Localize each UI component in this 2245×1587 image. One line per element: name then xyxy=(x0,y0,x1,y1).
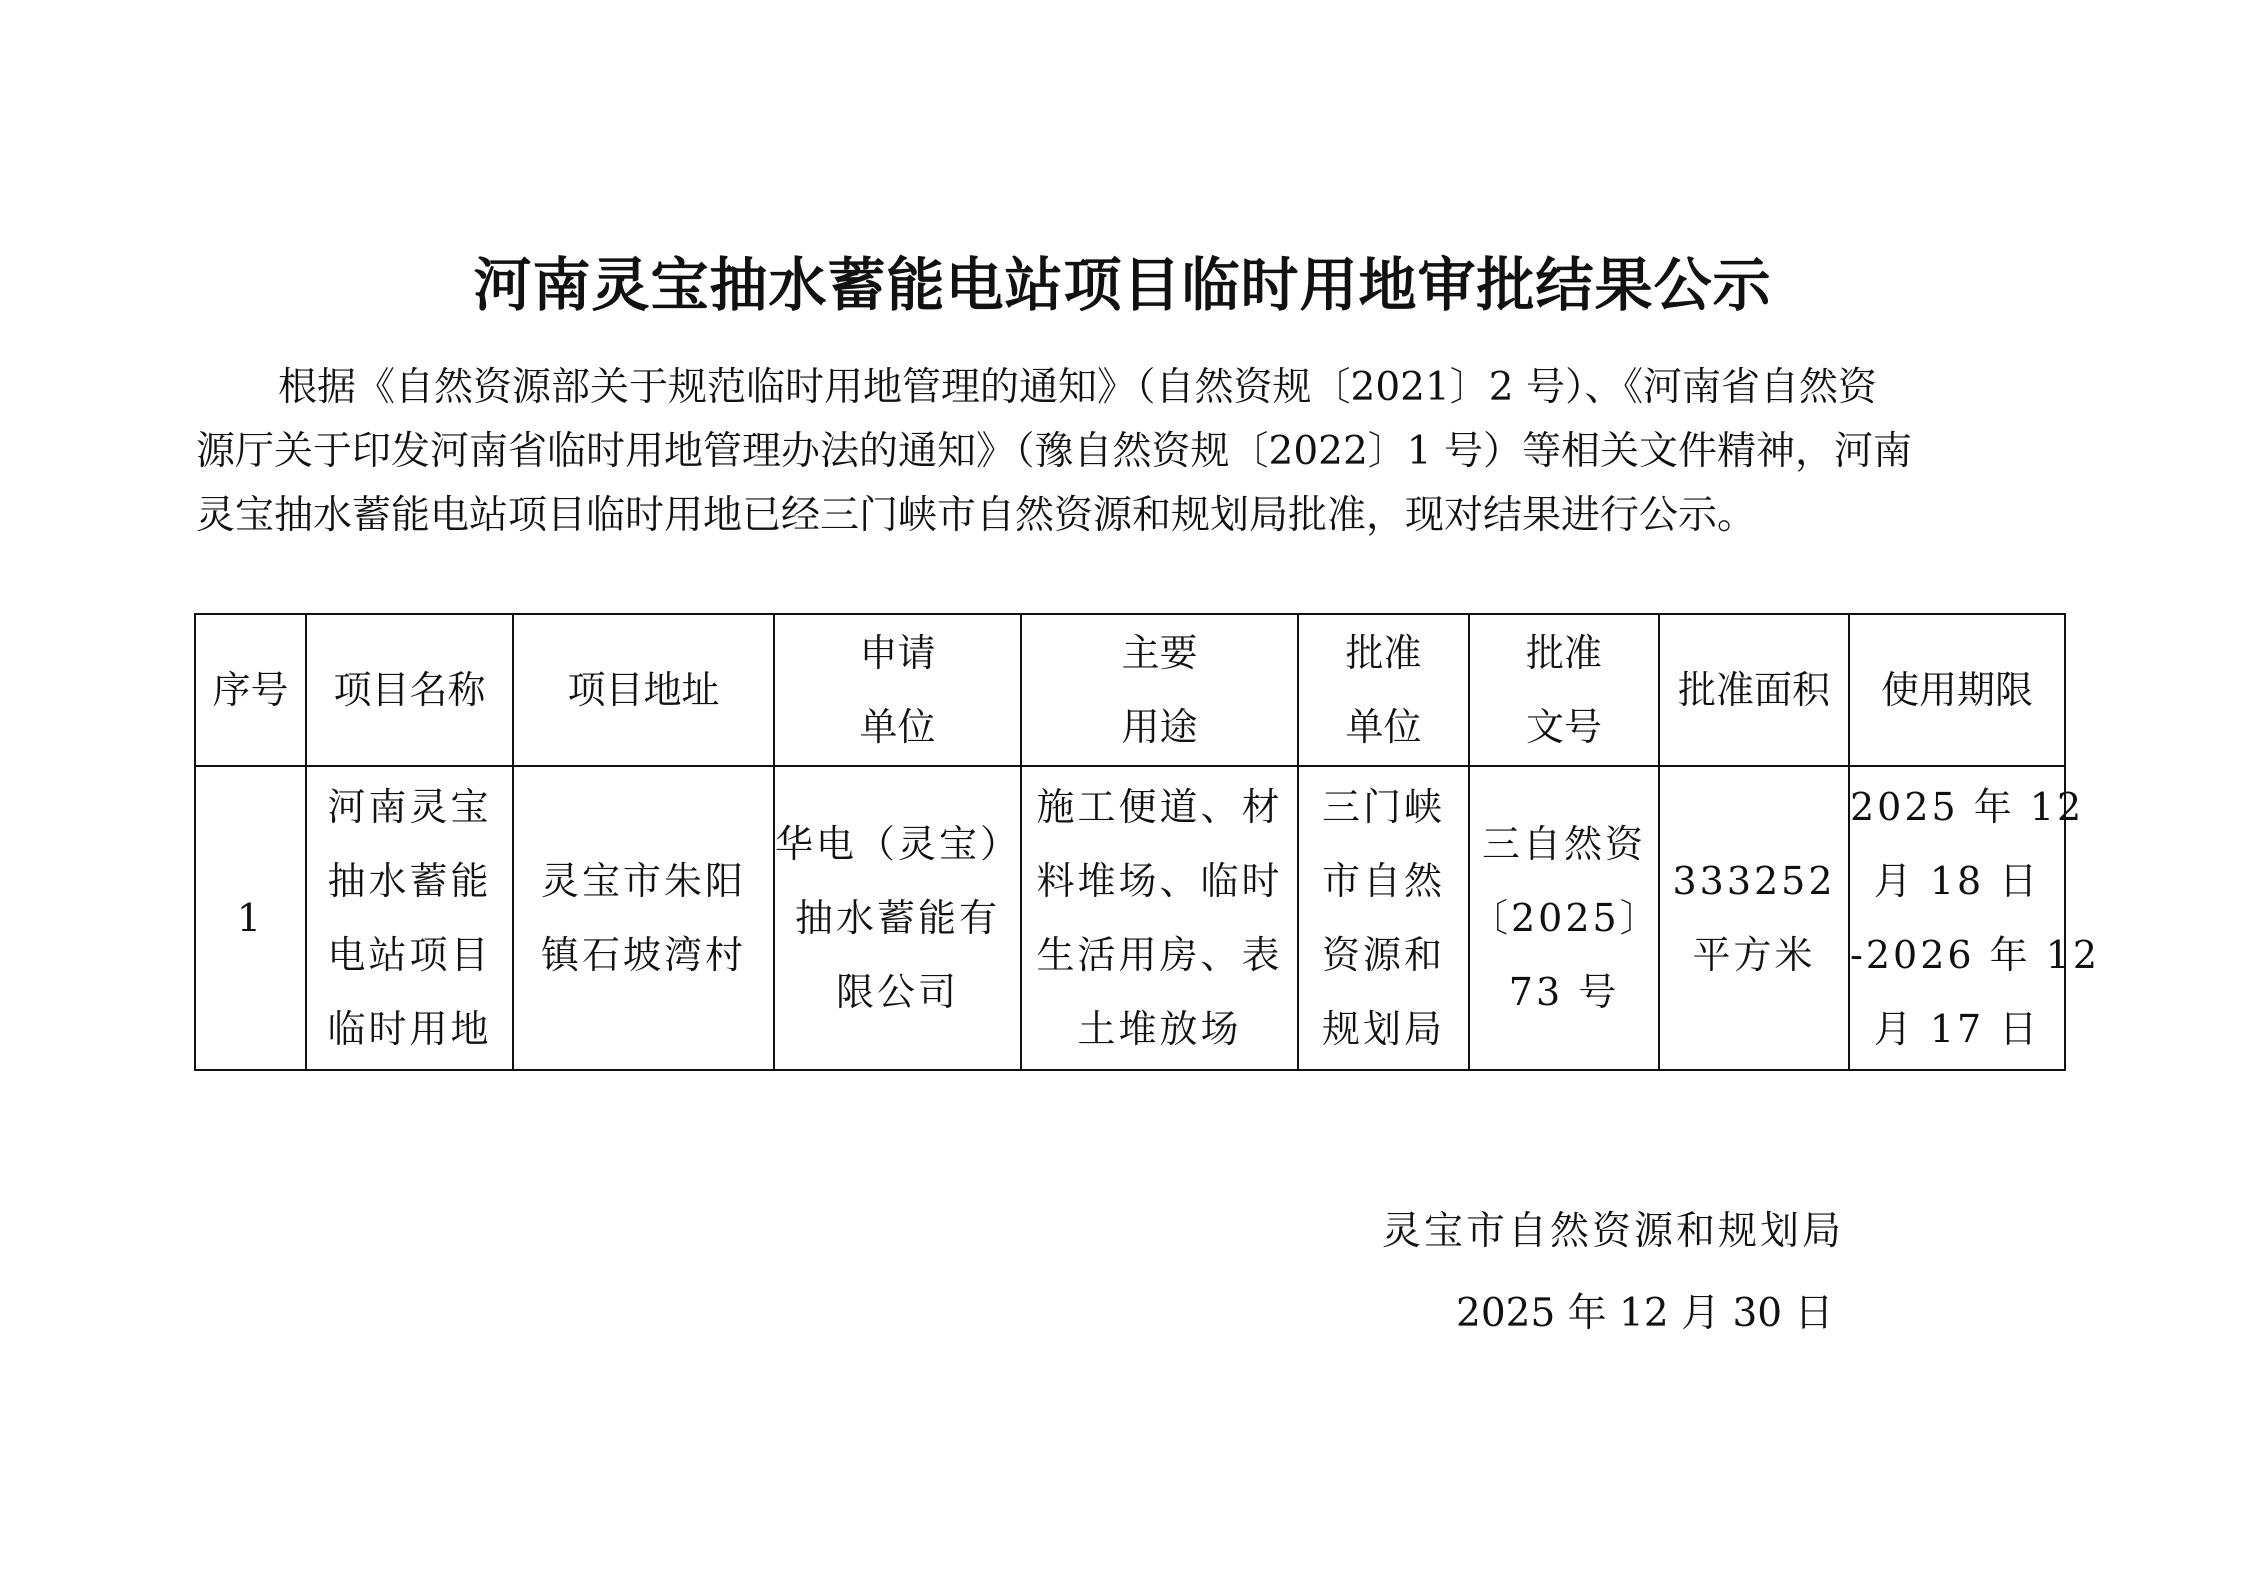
table-header-cell xyxy=(1659,614,1849,766)
header-cell-line: 项目地址 xyxy=(567,668,720,712)
table-header-cell xyxy=(306,614,513,766)
table-cell xyxy=(195,766,306,1070)
table-cell xyxy=(1849,766,2101,1070)
cell-line: 抽水蓄能 xyxy=(327,859,492,903)
table-header-cell xyxy=(1298,614,1469,766)
approval-table xyxy=(194,613,2101,1071)
body-paragraph xyxy=(196,356,2056,548)
cell-line: 〔2025〕 xyxy=(1470,896,1661,940)
table-header-row xyxy=(195,614,2065,766)
cell-line: 平方米 xyxy=(1692,933,1816,977)
header-cell-line: 文号 xyxy=(1525,705,1602,749)
cell-line: 333252 xyxy=(1672,859,1836,903)
cell-line: 三门峡 xyxy=(1321,785,1445,829)
signing-organization: 灵宝市自然资源和规划局 xyxy=(1382,1209,1845,1254)
cell-line: 月 17 日 xyxy=(1873,1007,2041,1051)
header-cell-line: 用途 xyxy=(1121,705,1198,749)
cell-line: 料堆场、临时 xyxy=(1036,859,1283,903)
paragraph-line: 源厅关于印发河南省临时用地管理办法的通知》（豫自然资规〔2022〕1 号）等相关文件精神，河南 xyxy=(196,429,1912,474)
cell-line: 规划局 xyxy=(1321,1007,1445,1051)
header-cell-line: 主要 xyxy=(1121,631,1198,675)
header-cell-line: 单位 xyxy=(1345,705,1422,749)
cell-line: 灵宝市朱阳 xyxy=(540,859,746,903)
cell-line: 施工便道、材 xyxy=(1036,785,1283,829)
header-cell-line: 批准 xyxy=(1345,631,1422,675)
header-cell-line: 申请 xyxy=(859,631,936,675)
cell-line: 河南灵宝 xyxy=(327,785,492,829)
header-cell-line: 序号 xyxy=(212,668,289,712)
cell-line: 资源和 xyxy=(1321,933,1445,977)
document-title: 河南灵宝抽水蓄能电站项目临时用地审批结果公示 xyxy=(473,251,1772,319)
header-cell-line: 项目名称 xyxy=(333,668,486,712)
cell-line: -2026 年 12 xyxy=(1850,933,2101,977)
cell-line: 生活用房、表 xyxy=(1036,933,1283,977)
table-header-cell xyxy=(513,614,774,766)
cell-line: 1 xyxy=(236,896,265,940)
cell-line: 市自然 xyxy=(1321,859,1445,903)
cell-line: 三自然资 xyxy=(1481,822,1646,866)
table-cell xyxy=(513,766,774,1070)
cell-line: 电站项目 xyxy=(327,933,492,977)
paragraph-line: 根据《自然资源部关于规范临时用地管理的通知》（自然资规〔2021〕2 号）、《河南省自然资 xyxy=(278,365,1877,410)
cell-line: 月 18 日 xyxy=(1873,859,2041,903)
table-header-cell xyxy=(195,614,306,766)
table-header-cell xyxy=(1469,614,1659,766)
table-cell xyxy=(306,766,513,1070)
cell-line: 镇石坡湾村 xyxy=(540,933,746,977)
signing-date: 2025 年 12 月 30 日 xyxy=(1456,1291,1834,1336)
table-row xyxy=(195,766,2065,1070)
cell-line: 土堆放场 xyxy=(1077,1007,1242,1051)
header-cell-line: 批准 xyxy=(1525,631,1602,675)
table-header-cell xyxy=(1849,614,2065,766)
cell-line: 73 号 xyxy=(1508,970,1620,1014)
cell-line: 限公司 xyxy=(835,970,959,1014)
header-cell-line: 单位 xyxy=(859,705,936,749)
table-cell xyxy=(1659,766,1849,1070)
table-cell xyxy=(774,766,1021,1070)
header-cell-line: 批准面积 xyxy=(1677,668,1830,712)
header-cell-line: 使用期限 xyxy=(1880,668,2033,712)
table-header-cell xyxy=(1021,614,1298,766)
table-cell xyxy=(1298,766,1469,1070)
cell-line: 2025 年 12 xyxy=(1850,785,2085,829)
table-cell xyxy=(1469,766,1659,1070)
paragraph-line: 灵宝抽水蓄能电站项目临时用地已经三门峡市自然资源和规划局批准，现对结果进行公示。 xyxy=(196,493,1757,538)
cell-line: 华电（灵宝） xyxy=(775,822,1022,866)
cell-line: 抽水蓄能有 xyxy=(794,896,1000,940)
table-cell xyxy=(1021,766,1298,1070)
table-header-cell xyxy=(774,614,1021,766)
cell-line: 临时用地 xyxy=(327,1007,492,1051)
